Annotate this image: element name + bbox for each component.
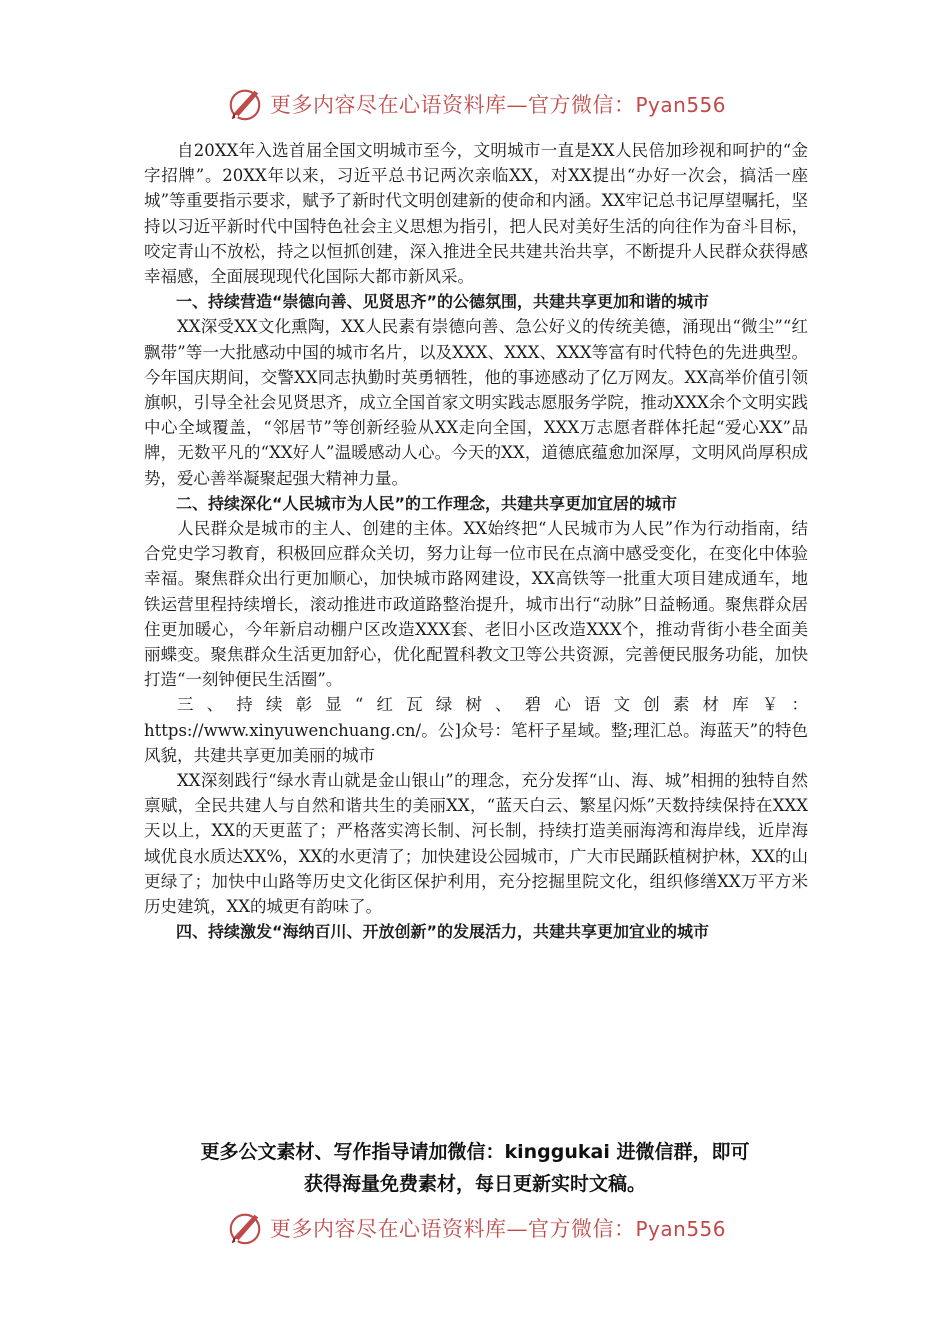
pen-logo-icon [226, 1209, 264, 1247]
banner-text: 更多内容尽在心语资料库—官方微信：Pyan556 [270, 93, 727, 117]
section-heading-3: 三、持续彰显“红瓦绿树、碧心语文创素材库￥：https://www.xinyuwenchuang.cn/。公]众号：笔杆子星域。整;理汇总。海蓝天”的特色风貌，共建共享更加美丽的城市 [144, 695, 808, 765]
section-body-3: XX深刻践行“绿水青山就是金山银山”的理念，充分发挥“山、海、城”相拥的独特自然禀赋，全民共建人与自然和谐共生的美丽XX，“蓝天白云、繁星闪烁”天数持续保持在XXX天以上，XX的天更蓝了；严格落实湾长制、河长制，持续打造美丽海湾和海岸线，近岸海域优良水质达XX%，XX的水更清了；加快建设公园城市，广大市民踊跃植树护林，XX的山更绿了；加快中山路等历史文化街区保护利用，充分挖掘里院文化，组织修缮XX万平方米历史建筑，XX的城更有韵味了。 [144, 771, 808, 917]
footer-banner [226, 1206, 746, 1250]
banner-text: 更多内容尽在心语资料库—官方微信：Pyan556 [270, 1217, 727, 1241]
footer-line-2: 获得海量免费素材，每日更新实时文稿。 [303, 1173, 646, 1195]
section-heading-4: 四、持续激发“海纳百川、开放创新”的发展活力，共建共享更加宜业的城市 [176, 922, 710, 942]
section-body-1: XX深受XX文化熏陶，XX人民素有崇德向善、急公好义的传统美德，涌现出“微尘”“红飘带”等一大批感动中国的城市名片，以及XXX、XXX、XXX等富有时代特色的先进典型。今年国庆期间，交警XX同志执勤时英勇牺牲，他的事迹感动了亿万网友。XX高举价值引领旗帜，引导全社会见贤思齐，成立全国首家文明实践志愿服务学院，推动XXX余个文明实践中心全域覆盖，“邻居节”等创新经验从XX走向全国，XXX万志愿者群体托起“爱心XX”品牌，无数平凡的“XX好人”温暖感动人心。今天的XX，道德底蕴愈加深厚，文明风尚厚积成势，爱心善举凝聚起强大精神力量。 [144, 317, 808, 488]
section-heading-2: 二、持续深化“人民城市为人民”的工作理念，共建共享更加宜居的城市 [176, 493, 678, 513]
header-banner [226, 82, 746, 126]
banner-wechat-id: Pyan556 [635, 1217, 727, 1241]
footer-line-1: 更多公文素材、写作指导请加微信：kinggukai 进微信群，即可 [200, 1141, 750, 1163]
intro-paragraph: 自20XX年入选首届全国文明城市至今，文明城市一直是XX人民倍加珍视和呵护的“金字招牌”。20XX年以来，习近平总书记两次亲临XX，对XX提出“办好一次会，搞活一座城”等重要指示要求，赋予了新时代文明创建新的使命和内涵。XX牢记总书记厚望嘱托，坚持以习近平新时代中国特色社会主义思想为指引，把人民对美好生活的向往作为奋斗目标，咬定青山不放松，持之以恒抓创建，深入推进全民共建共治共享，不断提升人民群众获得感幸福感，全面展现现代化国际大都市新风采。 [144, 141, 808, 287]
section-heading-1: 一、持续营造“崇德向善、见贤思齐”的公德氛围，共建共享更加和谐的城市 [176, 292, 710, 312]
banner-wechat-id: Pyan556 [635, 93, 727, 117]
section-body-2: 人民群众是城市的主人、创建的主体。XX始终把“人民城市为人民”作为行动指南，结合党史学习教育，积极回应群众关切，努力让每一位市民在点滴中感受变化，在变化中体验幸福。聚焦群众出行更加顺心，加快城市路网建设，XX高铁等一批重大项目建成通车，地铁运营里程持续增长，滚动推进市政道路整治提升，城市出行“动脉”日益畅通。聚焦群众居住更加暖心，今年新启动棚户区改造XXX套、老旧小区改造XXX个，推动背街小巷全面美丽蝶变。聚焦群众生活更加舒心，优化配置科教文卫等公共资源，完善便民服务功能，加快打造“一刻钟便民生活圈”。 [144, 519, 808, 690]
pen-logo-icon [226, 85, 264, 123]
document-body [144, 138, 808, 945]
footer-note [130, 1136, 820, 1200]
